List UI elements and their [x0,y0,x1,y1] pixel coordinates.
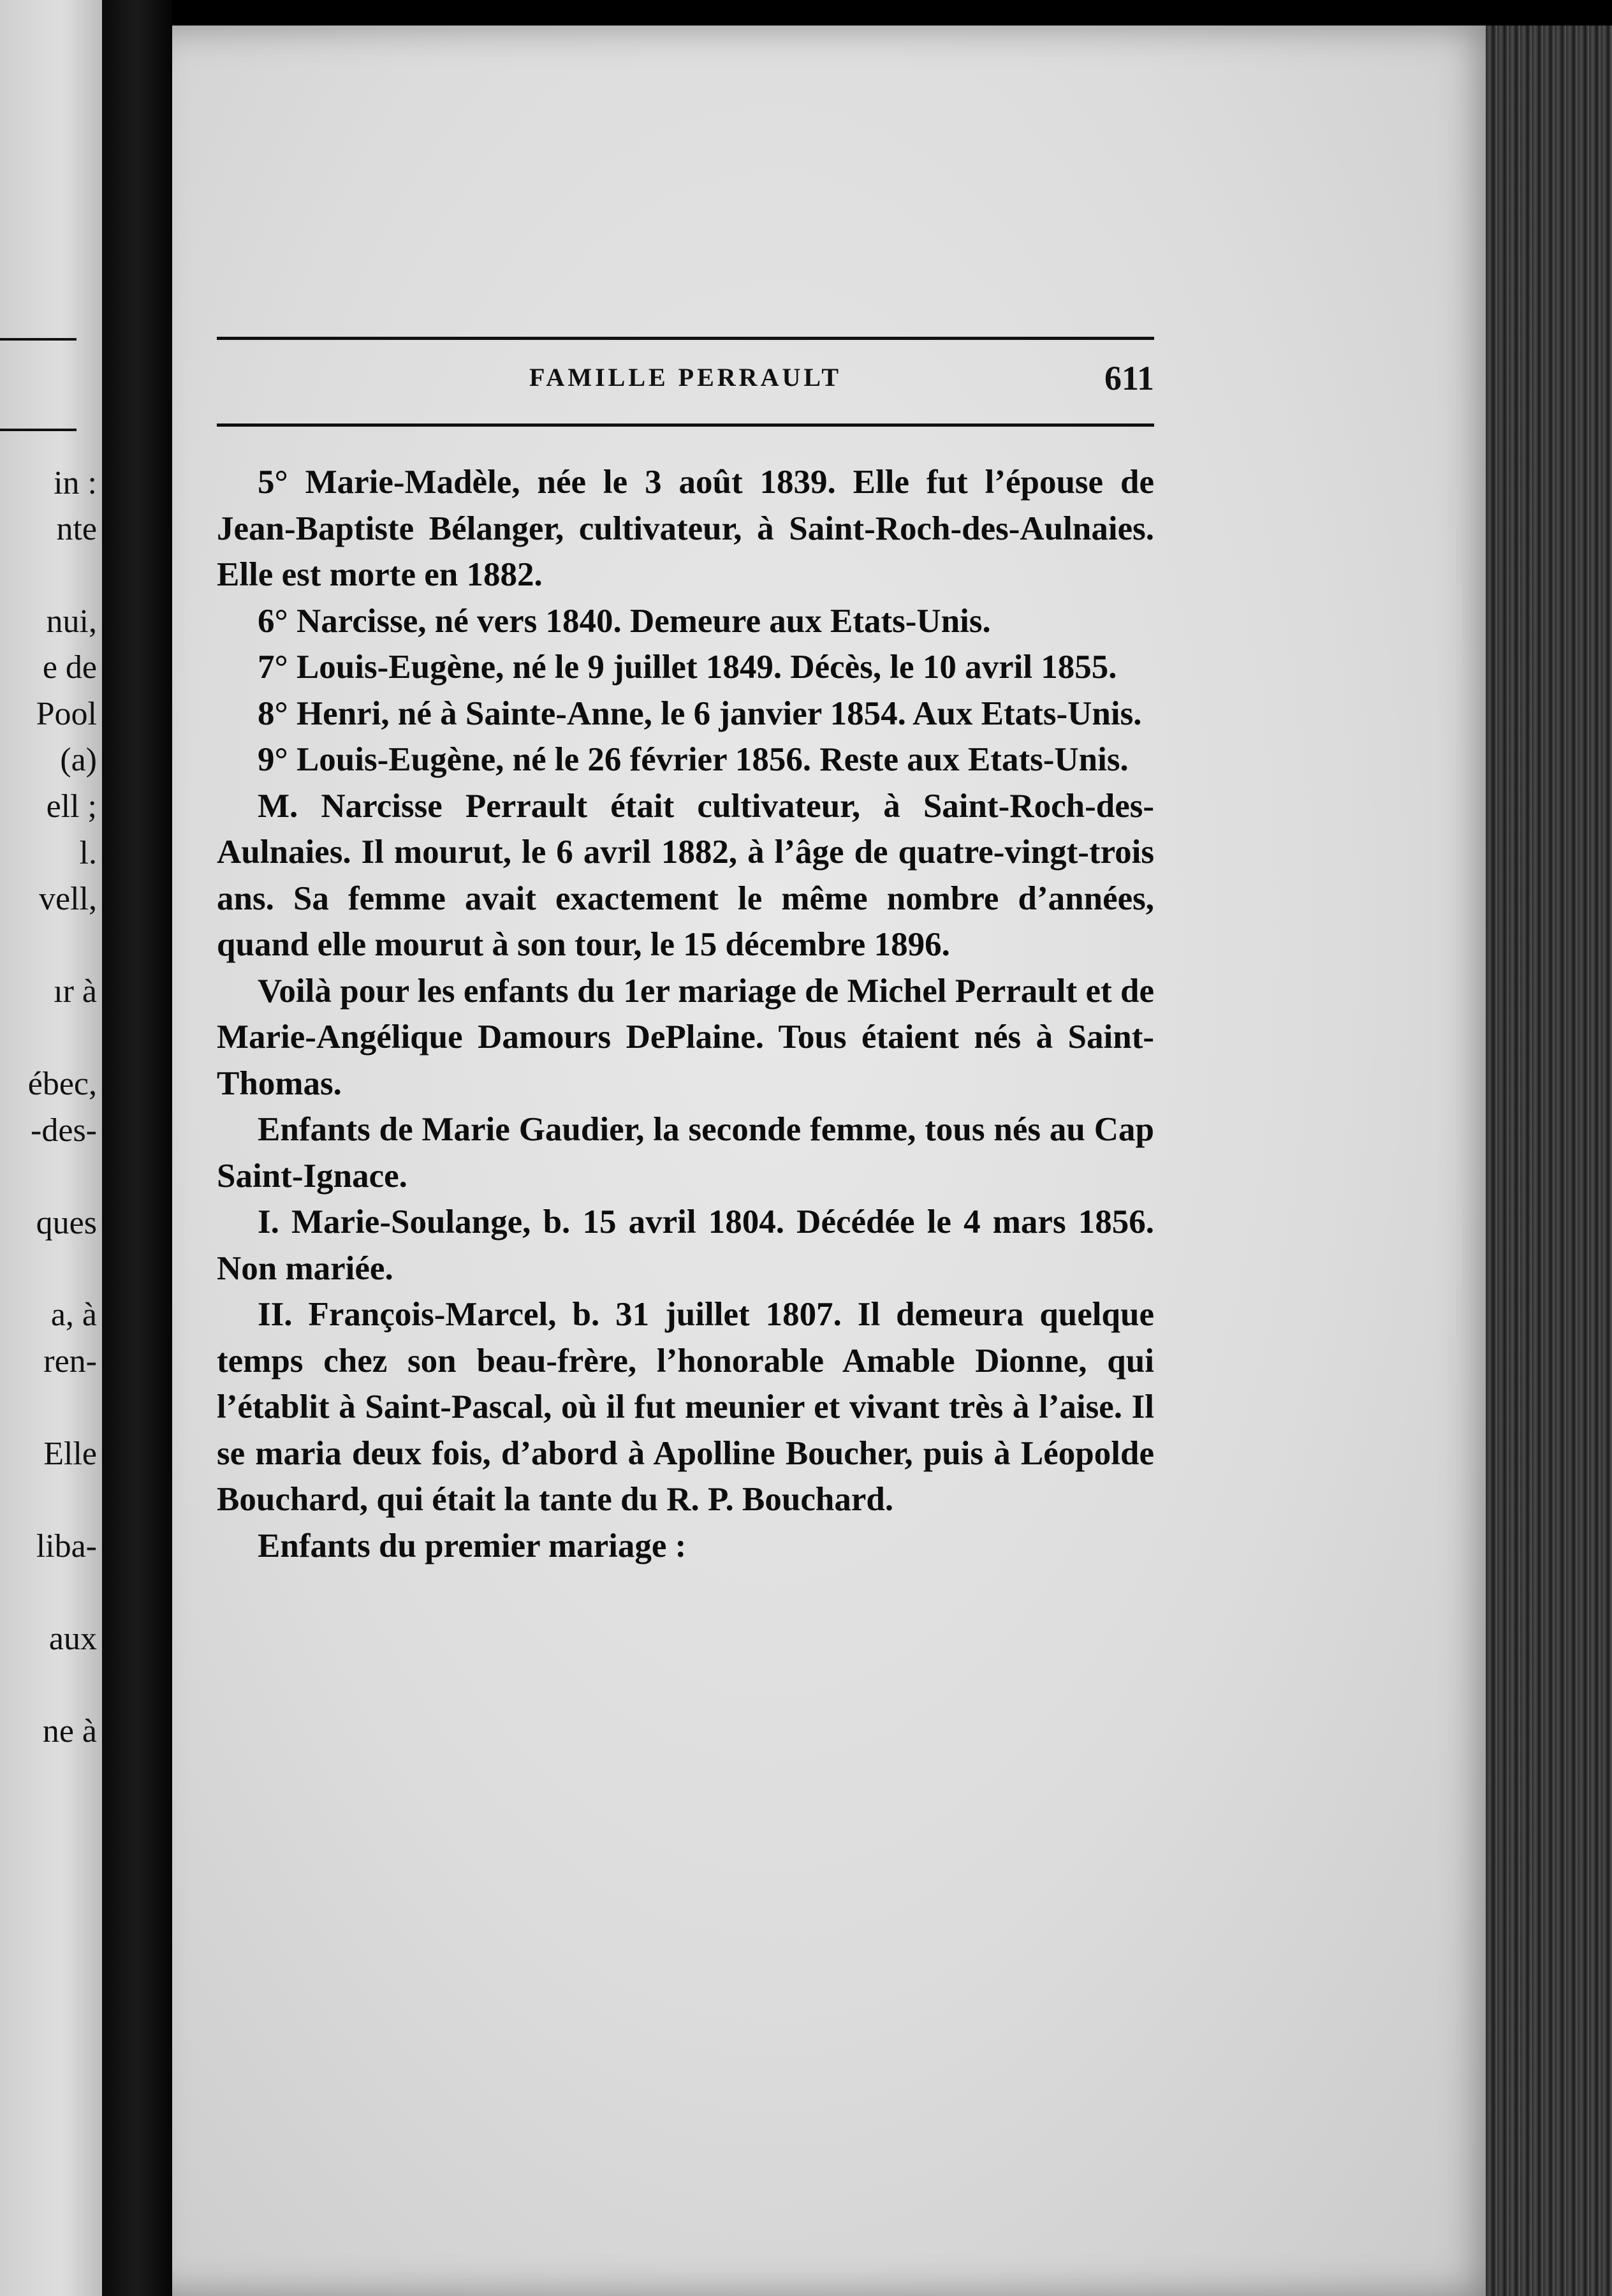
facing-page-text: a, à [50,1297,97,1333]
facing-page-text: liba- [36,1528,97,1564]
facing-page-text: ébec, [27,1066,97,1102]
page-number: 611 [1104,359,1154,397]
paragraph: 6° Narcisse, né vers 1840. Demeure aux Etats-Unis. [258,602,991,640]
paragraph: M. Narcisse Perrault était cultivateur, à Saint-Roch-des-Aulnaies. Il mourut, le 6 avril 1882, à l’âge de quatre-vingt-trois ans. Sa femme avait exactement le même nombre d’années, quand elle mourut à son tour, le 15 décembre 1896. [217,787,1154,963]
running-head [217,359,1154,401]
facing-page-text: ren- [43,1343,97,1380]
paragraph: Voilà pour les enfants du 1er mariage de Michel Perrault et de Marie-Angélique Damours DePlaine. Tous étaient nés à Saint-Thomas. [217,972,1154,1102]
facing-page-text: ır à [54,973,97,1010]
paragraph: 5° Marie-Madèle, née le 3 août 1839. Elle fut l’épouse de Jean-Baptiste Bélanger, cultivateur, à Saint-Roch-des-Aulnaies. Elle est morte en 1882. [217,464,1154,593]
facing-page-text: l. [79,835,97,871]
header-rule-top [217,337,1154,340]
paragraph: 8° Henri, né à Sainte-Anne, le 6 janvier 1854. Aux Etats-Unis. [258,695,1142,732]
facing-page-text: vell, [39,881,97,917]
facing-page-text: Elle [43,1436,97,1472]
facing-page-text: nte [56,511,97,547]
page-edges [1486,26,1612,2296]
facing-page-text: ell ; [46,788,97,825]
facing-page-text: in : [54,465,97,501]
body-text [217,459,1154,1569]
facing-page-text: ques [36,1205,97,1241]
paragraph: II. François-Marcel, b. 31 juillet 1807. Il demeura quelque temps chez son beau-frère, l’honorable Amable Dionne, qui l’établit à Saint-Pascal, où il fut meunier et vivant très à l’aise. Il se maria deux fois, d’abord à Apolline Boucher, puis à Léopolde Bouchard, qui était la tante du R. P. Bouchard. [217,1296,1154,1518]
paragraph: I. Marie-Soulange, b. 15 avril 1804. Décédée le 4 mars 1856. Non mariée. [217,1203,1154,1287]
book-gutter [102,0,172,2296]
facing-page-text: Pool [36,696,97,732]
facing-page-text: aux [48,1621,97,1657]
facing-page-rule [0,429,77,431]
paragraph: Enfants de Marie Gaudier, la seconde femme, tous nés au Cap Saint-Ignace. [217,1111,1154,1195]
header-rule-bottom [217,423,1154,427]
facing-page-text: (a) [60,742,97,778]
facing-page-fragment [0,0,102,2296]
running-head-title: FAMILLE PERRAULT [529,363,842,392]
facing-page-text: ne à [42,1713,97,1749]
paragraph: 9° Louis-Eugène, né le 26 février 1856. Reste aux Etats-Unis. [258,741,1129,778]
facing-page-text: -des- [31,1112,97,1149]
paragraph: Enfants du premier mariage : [258,1527,687,1564]
paragraph: 7° Louis-Eugène, né le 9 juillet 1849. Décès, le 10 avril 1855. [258,649,1117,686]
facing-page-rule [0,338,77,341]
facing-page-text: nui, [46,603,97,640]
facing-page-text: e de [42,649,97,686]
